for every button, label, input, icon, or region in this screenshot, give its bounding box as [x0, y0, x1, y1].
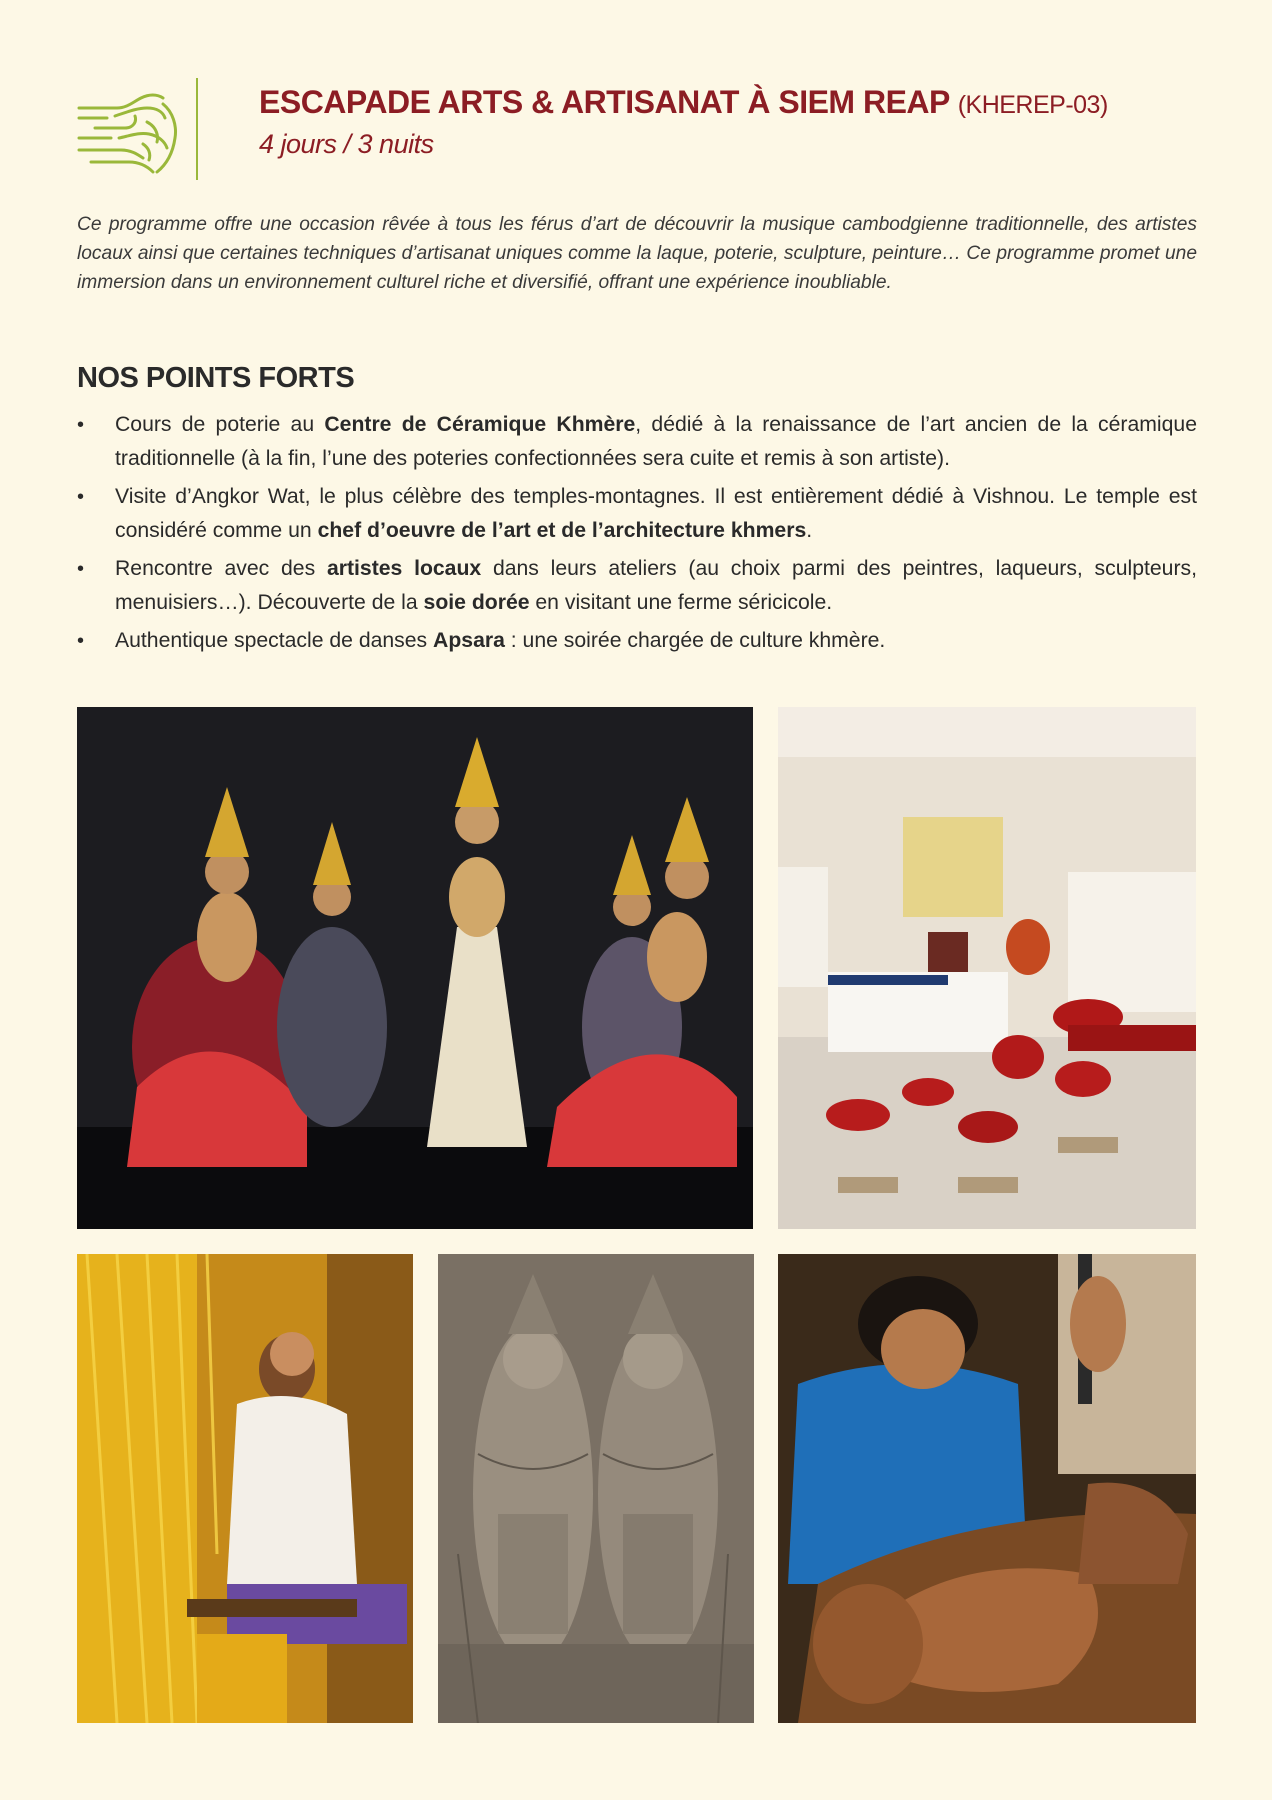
list-item: • Authentique spectacle de danses Apsara : une soirée chargée de culture khmère. [77, 624, 1197, 658]
list-item: • Cours de poterie au Centre de Céramique Khmère, dédié à la renaissance de l’art ancien de la céramique traditionnelle (à la fin, l’une des poteries confectionnées sera cuite et remis à son artiste). [77, 408, 1197, 476]
duration-subtitle: 4 jours / 3 nuits [259, 129, 434, 159]
intro-paragraph: Ce programme offre une occasion rêvée à tous les férus d’art de découvrir la musique cambodgienne traditionnelle, des artistes locaux ainsi que certaines techniques d’artisanat uniques comme la laque, poterie, sculpture, peinture… Ce programme promet une immersion dans un environnement culturel riche et diversifié, offrant une expérience inoubliable. [77, 214, 1197, 293]
lacquer-gallery-photo [778, 707, 1196, 1229]
highlights-list [77, 408, 1197, 662]
list-item: • Rencontre avec des artistes locaux dans leurs ateliers (au choix parmi des peintres, laqueurs, sculpteurs, menuisiers…). Découverte de la soie dorée en visitant une ferme séricicole. [77, 552, 1197, 620]
silk-weaving-photo [77, 1254, 413, 1723]
header-divider [196, 78, 198, 180]
page-title: ESCAPADE ARTS & ARTISANAT À SIEM REAP (KHEREP-03) [259, 84, 1108, 120]
points-title: NOS POINTS FORTS [77, 362, 355, 394]
wood-carving-photo [778, 1254, 1196, 1723]
hands-icon [77, 82, 181, 178]
angkor-bas-relief-photo [438, 1254, 754, 1723]
apsara-dancers-photo [77, 707, 753, 1229]
list-item: • Visite d’Angkor Wat, le plus célèbre des temples-montagnes. Il est entièrement dédié à Vishnou. Le temple est considéré comme un chef d’oeuvre de l’art et de l’architecture khmers. [77, 480, 1197, 548]
header [77, 78, 1197, 182]
program-code: (KHEREP-03) [957, 91, 1108, 119]
